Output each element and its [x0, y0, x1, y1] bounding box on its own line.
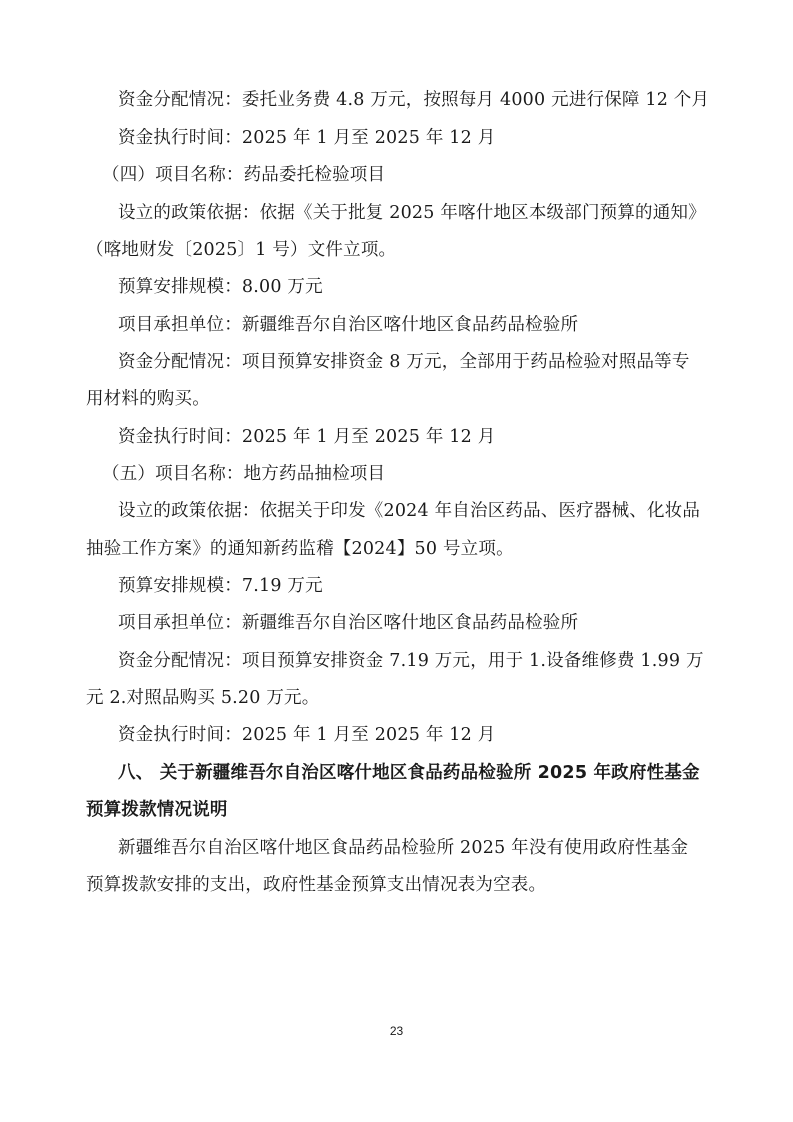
paragraph-line: 项目承担单位：新疆维吾尔自治区喀什地区食品药品检验所	[118, 315, 579, 335]
paragraph-line: 资金执行时间：2025 年 1 月至 2025 年 12 月	[118, 725, 496, 745]
paragraph-line: 预算安排规模：8.00 万元	[118, 277, 323, 297]
paragraph-line: 用材料的购买。	[86, 389, 210, 409]
paragraph-line: 项目承担单位：新疆维吾尔自治区喀什地区食品药品检验所	[118, 613, 579, 633]
paragraph-line: 资金分配情况：项目预算安排资金 8 万元，全部用于药品检验对照品等专	[118, 352, 690, 372]
paragraph-line: 资金分配情况：项目预算安排资金 7.19 万元，用于 1.设备维修费 1.99 万	[118, 651, 704, 671]
paragraph-line: 资金分配情况：委托业务费 4.8 万元，按照每月 4000 元进行保障 12 个月	[118, 90, 710, 110]
page-number: 23	[389, 1024, 404, 1038]
section-heading: （四）项目名称：药品委托检验项目	[102, 165, 386, 185]
paragraph-line: 预算拨款安排的支出，政府性基金预算支出情况表为空表。	[86, 875, 547, 895]
paragraph-line: 设立的政策依据：依据关于印发《2024 年自治区药品、医疗器械、化妆品	[118, 501, 701, 521]
paragraph-line: 新疆维吾尔自治区喀什地区食品药品检验所 2025 年没有使用政府性基金	[118, 838, 689, 858]
paragraph-line: 抽验工作方案》的通知新药监稽【2024】50 号立项。	[86, 539, 514, 559]
paragraph-line: 资金执行时间：2025 年 1 月至 2025 年 12 月	[118, 128, 496, 148]
section-heading: （五）项目名称：地方药品抽检项目	[102, 464, 386, 484]
paragraph-line: 资金执行时间：2025 年 1 月至 2025 年 12 月	[118, 427, 496, 447]
chapter-heading: 预算拨款情况说明	[86, 800, 228, 820]
chapter-heading: 八、 关于新疆维吾尔自治区喀什地区食品药品检验所 2025 年政府性基金	[118, 763, 700, 783]
paragraph-line: 元 2.对照品购买 5.20 万元。	[86, 688, 320, 708]
paragraph-line: 预算安排规模：7.19 万元	[118, 576, 323, 596]
paragraph-line: （喀地财发〔2025〕1 号）文件立项。	[86, 240, 397, 260]
paragraph-line: 设立的政策依据：依据《关于批复 2025 年喀什地区本级部门预算的通知》	[118, 203, 706, 223]
